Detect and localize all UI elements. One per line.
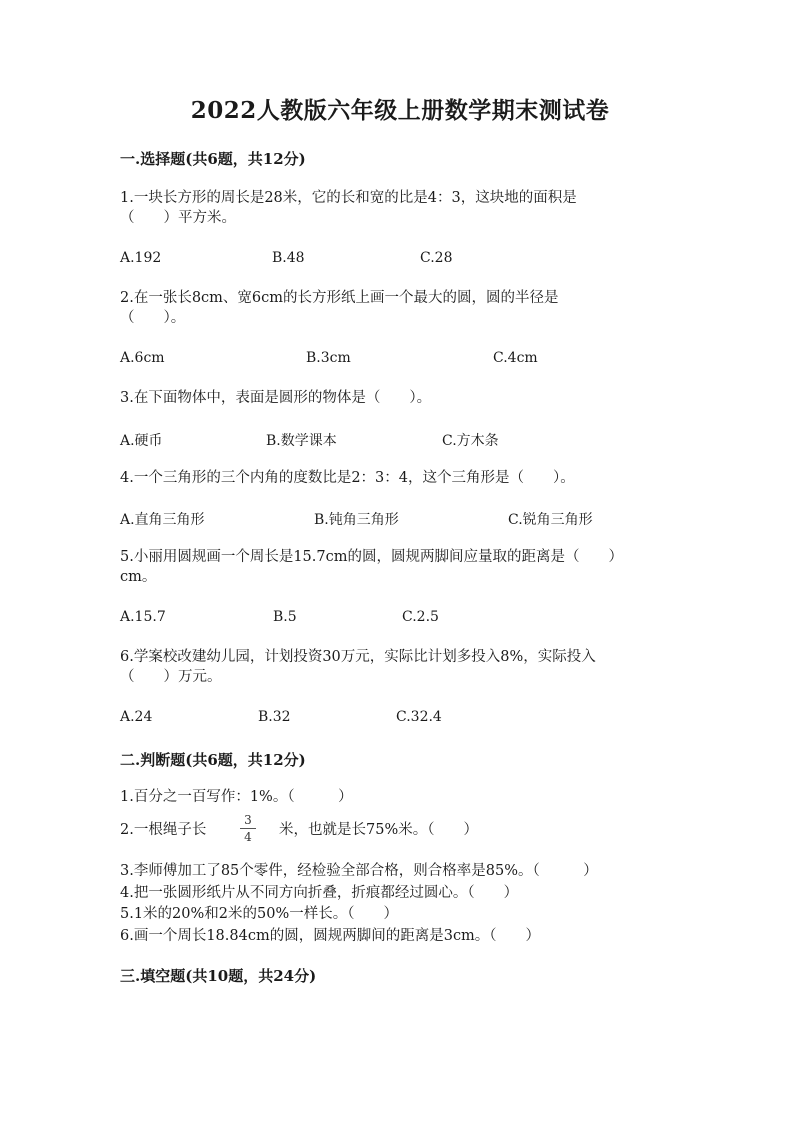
judge-3: 3.李师傅加工了85个零件，经检验全部合格，则合格率是85%。（ ） — [120, 863, 598, 879]
question-3-option-c: C.方木条 — [442, 433, 499, 449]
question-3-option-a: A.硬币 — [120, 433, 163, 449]
question-6-option-a: A.24 — [120, 709, 153, 725]
question-3-line1: 3.在下面物体中，表面是圆形的物体是（ ）。 — [120, 390, 432, 406]
judge-1: 1.百分之一百写作：1%。（ ） — [120, 789, 353, 805]
question-5-line2: cm。 — [120, 569, 157, 585]
question-2-option-c: C.4cm — [493, 350, 538, 366]
question-2-line2: （ ）。 — [120, 310, 186, 326]
page-title: 2022人教版六年级上册数学期末测试卷 — [190, 97, 610, 124]
fraction-numerator: 3 — [244, 813, 252, 827]
judge-5: 5.1米的20%和2米的50%一样长。（ ） — [120, 906, 398, 922]
question-1-option-b: B.48 — [272, 250, 305, 266]
section-heading-choice: 一.选择题(共6题，共12分) — [120, 150, 306, 168]
section-heading-fill: 三.填空题(共10题，共24分) — [120, 967, 317, 985]
fraction-denominator: 4 — [244, 830, 252, 844]
fraction-bar — [240, 828, 256, 829]
question-5-option-b: B.5 — [273, 609, 297, 625]
question-4-option-a: A.直角三角形 — [120, 512, 205, 528]
question-6-line1: 6.学案校改建幼儿园，计划投资30万元，实际比计划多投入8%，实际投入 — [120, 649, 596, 665]
question-1-option-c: C.28 — [420, 250, 453, 266]
question-6-option-b: B.32 — [258, 709, 291, 725]
question-5-option-a: A.15.7 — [120, 609, 166, 625]
question-4-option-c: C.锐角三角形 — [508, 512, 593, 528]
question-4-line1: 4.一个三角形的三个内角的度数比是2：3：4，这个三角形是（ ）。 — [120, 470, 575, 486]
question-6-option-c: C.32.4 — [396, 709, 442, 725]
question-2-line1: 2.在一张长8cm、宽6cm的长方形纸上画一个最大的圆，圆的半径是 — [120, 290, 559, 306]
question-2-option-a: A.6cm — [120, 350, 165, 366]
question-3-option-b: B.数学课本 — [266, 433, 337, 449]
judge-6: 6.画一个周长18.84cm的圆，圆规两脚间的距离是3cm。（ ） — [120, 928, 541, 944]
judge-2-prefix: 2.一根绳子长 — [120, 822, 207, 838]
section-heading-judge: 二.判断题(共6题，共12分) — [120, 751, 306, 769]
judge-4: 4.把一张圆形纸片从不同方向折叠，折痕都经过圆心。（ ） — [120, 885, 519, 901]
fraction-three-quarters — [240, 813, 256, 844]
question-1-line1: 1.一块长方形的周长是28米，它的长和宽的比是4：3，这块地的面积是 — [120, 190, 577, 206]
question-5-option-c: C.2.5 — [402, 609, 439, 625]
question-2-option-b: B.3cm — [306, 350, 351, 366]
question-6-line2: （ ）万元。 — [120, 669, 222, 685]
question-1-option-a: A.192 — [120, 250, 162, 266]
question-1-line2: （ ）平方米。 — [120, 210, 236, 226]
question-5-line1: 5.小丽用圆规画一个周长是15.7cm的圆，圆规两脚间应量取的距离是（ ） — [120, 549, 623, 565]
judge-2-suffix: 米，也就是长75%米。（ ） — [279, 822, 478, 838]
question-4-option-b: B.钝角三角形 — [314, 512, 399, 528]
